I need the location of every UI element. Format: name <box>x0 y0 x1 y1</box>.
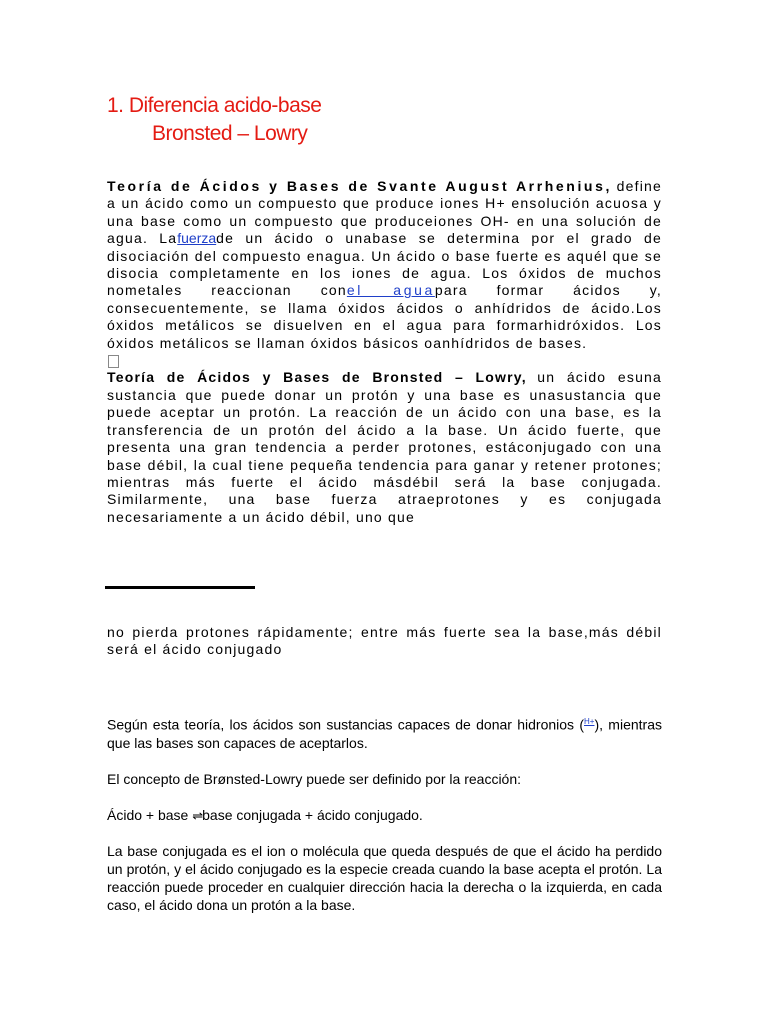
arrhenius-title: Teoría de Ácidos y Bases de Svante August Arrhenius, <box>107 178 612 194</box>
para-hidronios-text-1: Según esta teoría, los ácidos son sustancias capaces de donar hidronios ( <box>107 716 584 733</box>
missing-glyph-box <box>107 352 662 369</box>
arrhenius-text-1: define a un ácido como un compuesto que produce iones H+ ensolución acuosa y una base como un compuesto que produceiones OH- en una solución de agua. La <box>107 178 662 247</box>
heading-line-2: Bronsted – Lowry <box>152 122 308 145</box>
bronsted-title: Teoría de Ácidos y Bases de Bronsted – Lowry, <box>107 369 527 386</box>
para-hidronios <box>107 713 662 752</box>
arrhenius-section <box>107 178 662 526</box>
para-concepto: El concepto de Brønsted-Lowry puede ser definido por la reacción: <box>107 771 522 787</box>
placeholder-glyph-icon <box>108 355 119 368</box>
bronsted-continuation: no pierda protones rápidamente; entre más fuerte sea la base,más débil será el ácido conjugado <box>107 624 662 658</box>
arrhenius-text-2: de un ácido o unabase se determina por el grado de disociación del compuesto enagua. Un ácido o base fuerte es aquél que se disocia completamente en los iones de agua. Los óxidos de muchos nometales reaccionan con <box>107 230 662 299</box>
para-reaccion <box>107 806 662 825</box>
document-heading <box>107 92 321 148</box>
hand-underline-mark <box>105 586 255 589</box>
arrhenius-text-3: para formar ácidos y, consecuentemente, se llama óxidos ácidos o anhídridos de ácido.Los óxidos metálicos se disuelven en el agua para formarhidróxidos. Los óxidos metálicos se llaman óxidos básicos oanhídridos de bases. <box>107 282 662 351</box>
heading-line-1: 1. Diferencia acido-base <box>107 94 322 117</box>
para-hidronios-text-2: ), mientras que las bases son capaces de aceptarlos. <box>107 716 662 751</box>
h-plus-link[interactable]: H+ <box>584 717 595 726</box>
bronsted-text-1: un ácido esuna sustancia que puede donar un protón y una base es unasustancia que puede aceptar un protón. La reacción de un ácido con una base, es la transferencia de un protón del ácido a la base. Un ácido fuerte, que presenta una gran tendencia a perder protones, estáconjugado con una base débil, la cual tiene pequeña tendencia para ganar y retener protones; mientras más fuerte el ácido másdébil será la base conjugada. Similarmente, una base fuerza atraeprotones y es conjugada necesariamente a un ácido débil, uno que <box>107 369 663 525</box>
reaction-right: base conjugada + ácido conjugado. <box>202 807 423 823</box>
fuerza-link[interactable]: fuerza <box>177 230 217 247</box>
el-agua-link[interactable]: el agua <box>346 282 435 299</box>
reaction-left: Ácido + base <box>107 807 189 823</box>
equilibrium-arrow-icon: ⇌ <box>192 808 203 823</box>
para-base-conjugada: La base conjugada es el ion o molécula que queda después de que el ácido ha perdido un protón, y el ácido conjugado es la especie creada cuando la base acepta el protón. La reacción puede proceder en cualquier dirección hacia la derecha o la izquierda, en cada caso, el ácido dona un protón a la base. <box>107 843 662 913</box>
